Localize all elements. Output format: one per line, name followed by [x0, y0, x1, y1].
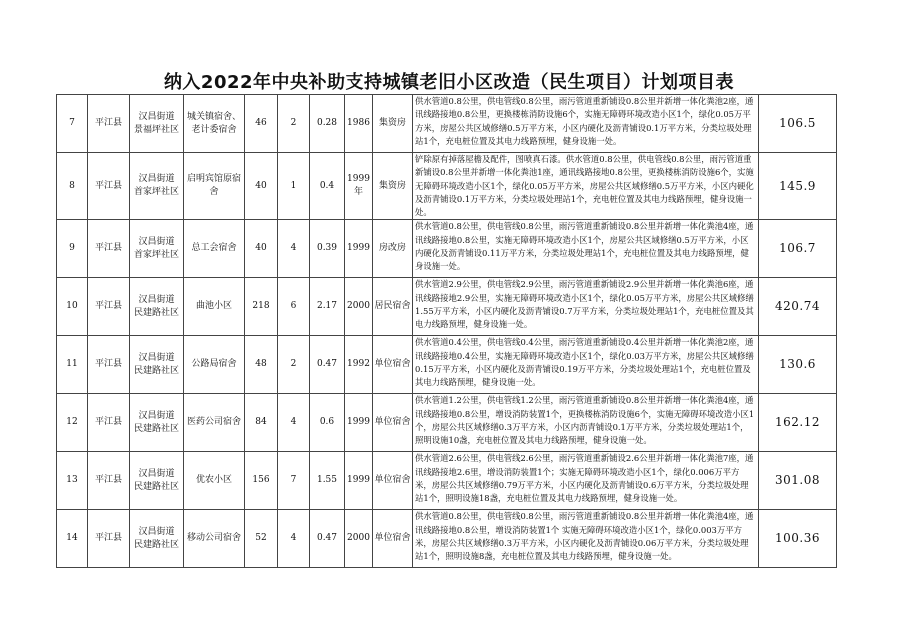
cell-community: 景福坪社区: [133, 124, 179, 135]
cell-type: 单位宿舍: [373, 452, 413, 510]
table-row: [57, 278, 837, 336]
table-row: [57, 452, 837, 510]
cell-county: 平江县: [88, 394, 130, 452]
cell-street: 汉昌街道: [138, 236, 175, 247]
cell-street-community: [130, 278, 184, 336]
cell-county: 平江县: [88, 278, 130, 336]
cell-area: 0.28: [310, 95, 345, 153]
cell-households: 48: [245, 336, 278, 394]
cell-households: 218: [245, 278, 278, 336]
cell-county: 平江县: [88, 452, 130, 510]
cell-year: 2000: [345, 510, 373, 568]
cell-name: 启明宾馆原宿舍: [184, 153, 245, 220]
cell-county: 平江县: [88, 510, 130, 568]
cell-buildings: 6: [278, 278, 310, 336]
cell-street-community: [130, 394, 184, 452]
cell-community: 民建路社区: [133, 307, 179, 318]
cell-buildings: 4: [278, 510, 310, 568]
cell-type: 单位宿舍: [373, 336, 413, 394]
cell-no: 11: [57, 336, 88, 394]
cell-area: 0.47: [310, 510, 345, 568]
cell-street-community: [130, 336, 184, 394]
table-row: [57, 336, 837, 394]
cell-street-community: [130, 153, 184, 220]
cell-households: 84: [245, 394, 278, 452]
cell-year: 1999年: [345, 153, 373, 220]
cell-no: 13: [57, 452, 88, 510]
cell-households: 46: [245, 95, 278, 153]
cell-amount: 106.7: [759, 220, 837, 278]
cell-area: 0.6: [310, 394, 345, 452]
cell-area: 0.39: [310, 220, 345, 278]
table-row: [57, 510, 837, 568]
cell-name: 公路局宿舍: [184, 336, 245, 394]
cell-area: 1.55: [310, 452, 345, 510]
cell-content: 供水管道2.9公里，供电管线2.9公里，雨污管道重新铺设2.9公里并新增一体化粪池6座，通讯线路接地2.9公里，实施无障碍环境改造小区1个，绿化0.05万平方米，房屋公共区域修缮1.55万平方米，小区内硬化及沥青铺设0.7万平方米，分类垃圾处理站1个，充电桩位置及其电力线路预埋，健身设施一处。: [413, 278, 759, 336]
cell-year: 2000: [345, 278, 373, 336]
cell-buildings: 4: [278, 394, 310, 452]
cell-type: 单位宿舍: [373, 394, 413, 452]
cell-type: 集资房: [373, 95, 413, 153]
cell-content: 铲除原有掉落屋檐及配件，图喷真石漆。供水管道0.8公里，供电管线0.8公里，雨污管道重新铺设0.8公里并新增一体化粪池1座，通讯线路接地0.8公里，更换楼栋消防设施6个，实施无障碍环境改造小区1个，绿化0.05万平方米，房屋公共区域修缮0.5万平方米，小区内硬化及沥青铺设0.1万平方米，分类垃圾处理站1个，充电桩位置及其电力线路预埋，健身设施一处。: [413, 153, 759, 220]
cell-type: 集资房: [373, 153, 413, 220]
cell-type: 居民宿舍: [373, 278, 413, 336]
cell-name: 医药公司宿舍: [184, 394, 245, 452]
cell-amount: 162.12: [759, 394, 837, 452]
project-table: [56, 94, 837, 568]
cell-type: 单位宿舍: [373, 510, 413, 568]
table-row: [57, 220, 837, 278]
cell-street-community: [130, 510, 184, 568]
cell-no: 7: [57, 95, 88, 153]
cell-amount: 301.08: [759, 452, 837, 510]
cell-content: 供水管道1.2公里，供电管线1.2公里，雨污管道重新铺设0.8公里并新增一体化粪池4座，通讯线路接地0.8公里，增设消防装置1个，更换楼栋消防设施6个，实施无障碍环境改造小区1个，房屋公共区域修缮0.3万平方米，小区内沥青铺设0.1万平方米，分类垃圾处理站1个，照明设施10盏，充电桩位置及其电力线路预埋，健身设施一处。: [413, 394, 759, 452]
cell-households: 156: [245, 452, 278, 510]
cell-community: 民建路社区: [133, 481, 179, 492]
cell-buildings: 4: [278, 220, 310, 278]
cell-name: 优农小区: [184, 452, 245, 510]
cell-amount: 106.5: [759, 95, 837, 153]
cell-type: 房改房: [373, 220, 413, 278]
cell-county: 平江县: [88, 336, 130, 394]
cell-amount: 145.9: [759, 153, 837, 220]
cell-no: 8: [57, 153, 88, 220]
table-row: [57, 394, 837, 452]
cell-buildings: 2: [278, 95, 310, 153]
cell-county: 平江县: [88, 220, 130, 278]
cell-name: 移动公司宿舍: [184, 510, 245, 568]
cell-street: 汉昌街道: [138, 294, 175, 305]
cell-street: 汉昌街道: [138, 111, 175, 122]
table-row: [57, 153, 837, 220]
cell-area: 0.47: [310, 336, 345, 394]
cell-community: 民建路社区: [133, 423, 179, 434]
cell-street: 汉昌街道: [138, 526, 175, 537]
cell-name: 城关镇宿舍、老计委宿舍: [184, 95, 245, 153]
cell-year: 1992: [345, 336, 373, 394]
cell-buildings: 7: [278, 452, 310, 510]
cell-area: 2.17: [310, 278, 345, 336]
cell-year: 1999: [345, 394, 373, 452]
cell-no: 9: [57, 220, 88, 278]
cell-no: 14: [57, 510, 88, 568]
cell-street-community: [130, 95, 184, 153]
cell-county: 平江县: [88, 95, 130, 153]
cell-street: 汉昌街道: [138, 410, 175, 421]
cell-amount: 420.74: [759, 278, 837, 336]
cell-year: 1999: [345, 220, 373, 278]
cell-street: 汉昌街道: [138, 174, 175, 185]
cell-street: 汉昌街道: [138, 352, 175, 363]
cell-content: 供水管道0.4公里，供电管线0.4公里，雨污管道重新铺设0.4公里并新增一体化粪池2座，通讯线路接地0.4公里，实施无障碍环境改造小区1个，绿化0.03万平方米，房屋公共区域修缮0.15万平方米，小区内硬化及沥青铺设0.19万平方米，分类垃圾处理站1个，充电桩位置及其电力线路预埋，健身设施一处。: [413, 336, 759, 394]
cell-community: 首家坪社区: [133, 249, 179, 260]
cell-buildings: 1: [278, 153, 310, 220]
cell-households: 40: [245, 153, 278, 220]
cell-community: 首家坪社区: [133, 187, 179, 198]
cell-community: 民建路社区: [133, 539, 179, 550]
cell-no: 10: [57, 278, 88, 336]
cell-content: 供水管道0.8公里，供电管线0.8公里，雨污管道重新铺设0.8公里并新增一体化粪池4座，通讯线路接地0.8公里，增设消防装置1个 实施无障碍环境改造小区1个，绿化0.003万平方米，房屋公共区域修缮0.3万平方米，小区内硬化及沥青铺设0.06万平方米，分类垃圾处理站1个，照明设施8盏，充电桩位置及其电力线路预埋，健身设施一处。: [413, 510, 759, 568]
page-title: 纳入2022年中央补助支持城镇老旧小区改造（民生项目）计划项目表: [163, 72, 735, 93]
cell-area: 0.4: [310, 153, 345, 220]
cell-year: 1986: [345, 95, 373, 153]
cell-name: 曲池小区: [184, 278, 245, 336]
cell-amount: 130.6: [759, 336, 837, 394]
cell-year: 1999: [345, 452, 373, 510]
cell-street-community: [130, 220, 184, 278]
cell-community: 民建路社区: [133, 365, 179, 376]
cell-street: 汉昌街道: [138, 468, 175, 479]
cell-content: 供水管道0.8公里，供电管线0.8公里，雨污管道重新铺设0.8公里并新增一体化粪池2座，通讯线路接地0.8公里，更换楼栋消防设施6个，实施无障碍环境改造小区1个，绿化0.05万平方米，房屋公共区域修缮0.5万平方米，小区内硬化及沥青铺设0.1万平方米，分类垃圾处理站1个，充电桩位置及其电力线路预埋，健身设施一处。: [413, 95, 759, 153]
cell-content: 供水管道0.8公里，供电管线0.8公里，雨污管道重新铺设0.8公里并新增一体化粪池4座，通讯线路接地0.8公里，实施无障碍环境改造小区1个，房屋公共区域修缮0.5万平方米，小区内硬化及沥青铺设0.11万平方米，分类垃圾处理站1个，充电桩位置及其电力线路预埋，健身设施一处。: [413, 220, 759, 278]
cell-no: 12: [57, 394, 88, 452]
cell-county: 平江县: [88, 153, 130, 220]
cell-name: 总工会宿舍: [184, 220, 245, 278]
cell-households: 40: [245, 220, 278, 278]
table-row: [57, 95, 837, 153]
cell-buildings: 2: [278, 336, 310, 394]
cell-content: 供水管道2.6公里，供电管线2.6公里，雨污管道重新铺设2.6公里并新增一体化粪池7座，通讯线路接地2.6里，增设消防装置1个；实施无障碍环境改造小区1个，绿化0.006万平方米，房屋公共区域修缮0.79万平方米，小区内硬化及沥青铺设0.6万平方米，分类垃圾处理站1个，照明设施18盏，充电桩位置及其电力线路预埋，健身设施一处。: [413, 452, 759, 510]
cell-households: 52: [245, 510, 278, 568]
cell-amount: 100.36: [759, 510, 837, 568]
cell-street-community: [130, 452, 184, 510]
